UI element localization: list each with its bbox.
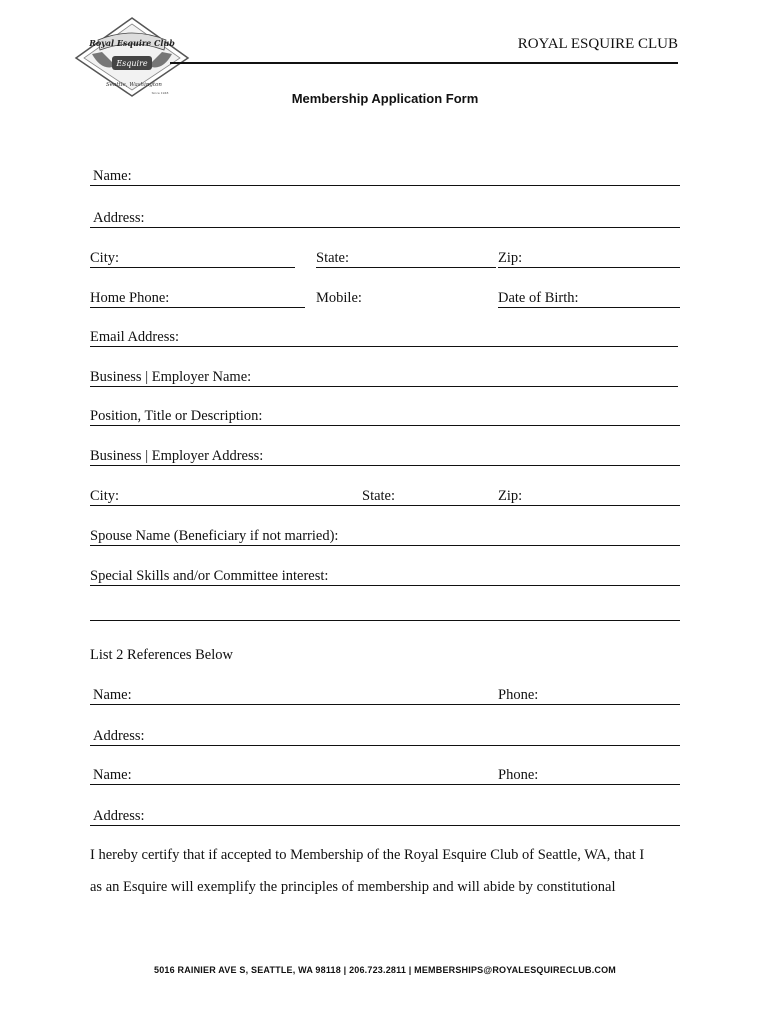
business-address-row <box>90 444 680 466</box>
city-field[interactable] <box>126 248 291 267</box>
skills-row <box>90 564 680 586</box>
certification-line-1: I hereby certify that if accepted to Membership of the Royal Esquire Club of Seattle, WA, that I <box>90 847 645 863</box>
club-logo <box>72 16 192 102</box>
business-zip-field[interactable] <box>530 486 678 505</box>
svg-text:Esquire: Esquire <box>116 59 148 68</box>
business-state-label: State: <box>362 488 396 504</box>
address-field[interactable] <box>152 208 677 227</box>
city-state-zip-row <box>90 246 680 268</box>
address-label: Address: <box>93 210 145 226</box>
position-field[interactable] <box>276 406 678 425</box>
ref1-name-label: Name: <box>93 687 132 703</box>
position-label: Position, Title or Description: <box>90 408 263 424</box>
business-zip-label: Zip: <box>498 488 523 504</box>
dob-label: Date of Birth: <box>498 290 579 306</box>
ref2-address-label: Address: <box>93 808 145 824</box>
club-name: ROYAL ESQUIRE CLUB <box>517 36 678 52</box>
business-name-label: Business | Employer Name: <box>90 369 252 385</box>
form-title: Membership Application Form <box>291 91 479 106</box>
ref1-name-row <box>90 683 680 705</box>
state-label: State: <box>316 250 350 266</box>
mobile-label: Mobile: <box>316 290 362 306</box>
svg-text:Seattle, Washington: Seattle, Washington <box>106 82 162 88</box>
business-state-field[interactable] <box>406 486 494 505</box>
state-field[interactable] <box>360 248 494 267</box>
name-field[interactable] <box>138 166 678 185</box>
ref1-name-field[interactable] <box>138 685 492 704</box>
skills-extra-row <box>90 599 680 621</box>
business-city-row <box>90 484 680 506</box>
address-row <box>90 206 680 228</box>
spouse-row <box>90 524 680 546</box>
name-row <box>90 164 680 186</box>
ref2-address-field[interactable] <box>152 806 677 825</box>
business-city-field[interactable] <box>126 486 356 505</box>
name-label: Name: <box>93 168 132 184</box>
zip-label: Zip: <box>498 250 523 266</box>
ref2-name-row <box>90 763 680 785</box>
svg-text:Since 1948: Since 1948 <box>151 91 169 95</box>
svg-text:Royal Esquire Club: Royal Esquire Club <box>89 38 175 48</box>
email-row <box>90 325 680 347</box>
ref1-address-field[interactable] <box>152 726 677 745</box>
business-address-label: Business | Employer Address: <box>90 448 264 464</box>
phone-row <box>90 286 680 308</box>
mobile-field[interactable] <box>370 288 494 307</box>
email-label: Email Address: <box>90 329 180 345</box>
city-label: City: <box>90 250 120 266</box>
business-name-field[interactable] <box>266 367 676 386</box>
spouse-field[interactable] <box>352 526 678 545</box>
spouse-label: Spouse Name (Beneficiary if not married): <box>90 528 339 544</box>
header-divider <box>170 62 678 64</box>
ref1-phone-field[interactable] <box>546 685 678 704</box>
footer-contact: 5016 RAINIER AVE S, SEATTLE, WA 98118 | 206.723.2811 | MEMBERSHIPS@ROYALESQUIRECLUB.COM <box>153 965 617 975</box>
ref1-address-label: Address: <box>93 728 145 744</box>
ref2-phone-label: Phone: <box>498 767 539 783</box>
ref1-address-row <box>90 724 680 746</box>
home-phone-field[interactable] <box>176 288 302 307</box>
home-phone-label: Home Phone: <box>90 290 170 306</box>
ref2-name-label: Name: <box>93 767 132 783</box>
skills-field[interactable] <box>340 566 678 585</box>
business-name-row <box>90 365 680 387</box>
position-row <box>90 404 680 426</box>
zip-field[interactable] <box>530 248 678 267</box>
skills-extra-field[interactable] <box>90 601 678 620</box>
dob-field[interactable] <box>586 288 678 307</box>
ref2-name-field[interactable] <box>138 765 492 784</box>
certification-line-2: as an Esquire will exemplify the principles of membership and will abide by constitutional <box>90 879 616 895</box>
ref2-phone-field[interactable] <box>546 765 678 784</box>
business-address-field[interactable] <box>276 446 678 465</box>
certification-paragraph <box>90 839 690 903</box>
references-heading: List 2 References Below <box>90 647 233 663</box>
ref1-phone-label: Phone: <box>498 687 539 703</box>
skills-label: Special Skills and/or Committee interest: <box>90 568 329 584</box>
ref2-address-row <box>90 804 680 826</box>
email-field[interactable] <box>190 327 676 346</box>
business-city-label: City: <box>90 488 120 504</box>
